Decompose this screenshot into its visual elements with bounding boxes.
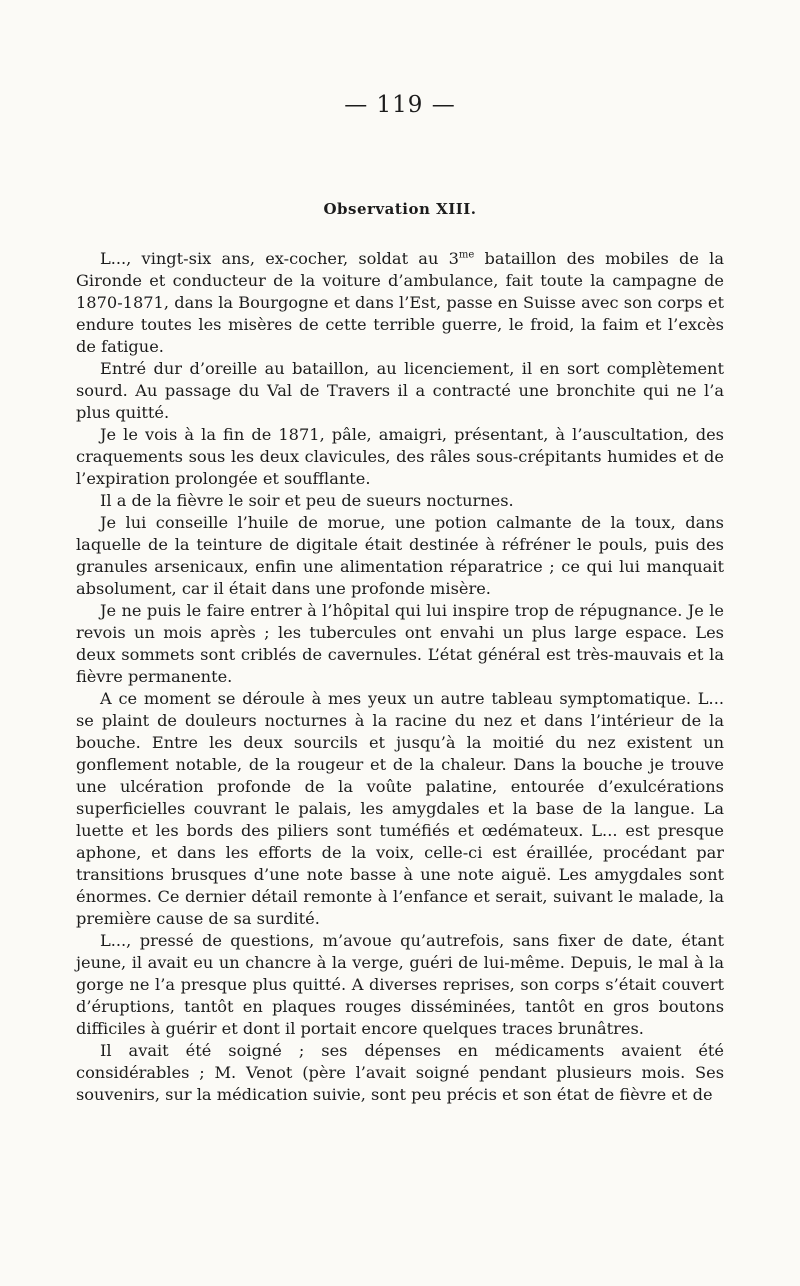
- paragraph-9: Il avait été soigné ; ses dépenses en médicaments avaient été considérables ; M. Venot (père l’avait soigné pendant plusieurs mois. Ses souvenirs, sur la médication suivie, sont peu précis et son état de fièvre et de: [76, 1041, 724, 1104]
- paragraph-6: Je ne puis le faire entrer à l’hôpital qui lui inspire trop de répugnance. Je le revois un mois après ; les tubercules ont envahi un plus large espace. Les deux sommets sont criblés de cavernules. L’état général est très-mauvais et la fièvre permanente.: [76, 601, 724, 686]
- paragraph-4: Il a de la fièvre le soir et peu de sueurs nocturnes.: [100, 491, 514, 510]
- page-number: — 119 —: [344, 92, 456, 118]
- paragraph-1: [76, 248, 724, 358]
- paragraph-7: A ce moment se déroule à mes yeux un autre tableau symptomatique. L... se plaint de douleurs nocturnes à la racine du nez et dans l’intérieur de la bouche. Entre les deux sourcils et jusqu’à la moitié du nez existent un gonflement notable, de la rougeur et de la chaleur. Dans la bouche je trouve une ulcération profonde de la voûte palatine, entourée d’exulcérations superficielles couvrant le palais, les amygdales et la base de la langue. La luette et les bords des piliers sont tuméfiés et œdémateux. L... est presque aphone, et dans les efforts de la voix, celle-ci est éraillée, procédant par transitions brusques d’une note basse à une note aiguë. Les amygdales sont énormes. Ce dernier détail remonte à l’enfance et serait, suivant le malade, la première cause de sa surdité.: [76, 689, 724, 928]
- paragraph-5: Je lui conseille l’huile de morue, une potion calmante de la toux, dans laquelle de la teinture de digitale était destinée à réfréner le pouls, puis des granules arsenicaux, enfin une alimentation réparatrice ; ce qui lui manquait absolument, car il était dans une profonde misère.: [76, 513, 724, 598]
- paragraph-1-lead: L..., vingt-six ans, ex-cocher, soldat au 3: [100, 249, 459, 268]
- body-text: [76, 248, 724, 1106]
- observation-heading: Observation XIII.: [323, 200, 477, 218]
- paragraph-8: L..., pressé de questions, m’avoue qu’autrefois, sans fixer de date, étant jeune, il avait eu un chancre à la verge, guéri de lui-même. Depuis, le mal à la gorge ne l’a presque plus quitté. A diverses reprises, son corps s’était couvert d’éruptions, tantôt en plaques rouges disséminées, tantôt en gros boutons difficiles à guérir et dont il portait encore quelques traces brunâtres.: [76, 931, 724, 1038]
- paragraph-3: Je le vois à la fin de 1871, pâle, amaigri, présentant, à l’auscultation, des craquements sous les deux clavicules, des râles sous-crépitants humides et de l’expiration prolongée et soufflante.: [76, 425, 724, 488]
- ordinal-superscript: me: [458, 249, 475, 261]
- paragraph-2: Entré dur d’oreille au bataillon, au licenciement, il en sort complètement sourd. Au passage du Val de Travers il a contracté une bronchite qui ne l’a plus quitté.: [76, 359, 724, 422]
- paragraph-1-text: bataillon des mobiles de la Gironde et conducteur de la voiture d’ambulance, fait toute la campagne de 1870-1871, dans la Bourgogne et dans l’Est, passe en Suisse avec son corps et endure toutes les misères de cette terrible guerre, le froid, la faim et l’excès de fatigue.: [76, 249, 724, 356]
